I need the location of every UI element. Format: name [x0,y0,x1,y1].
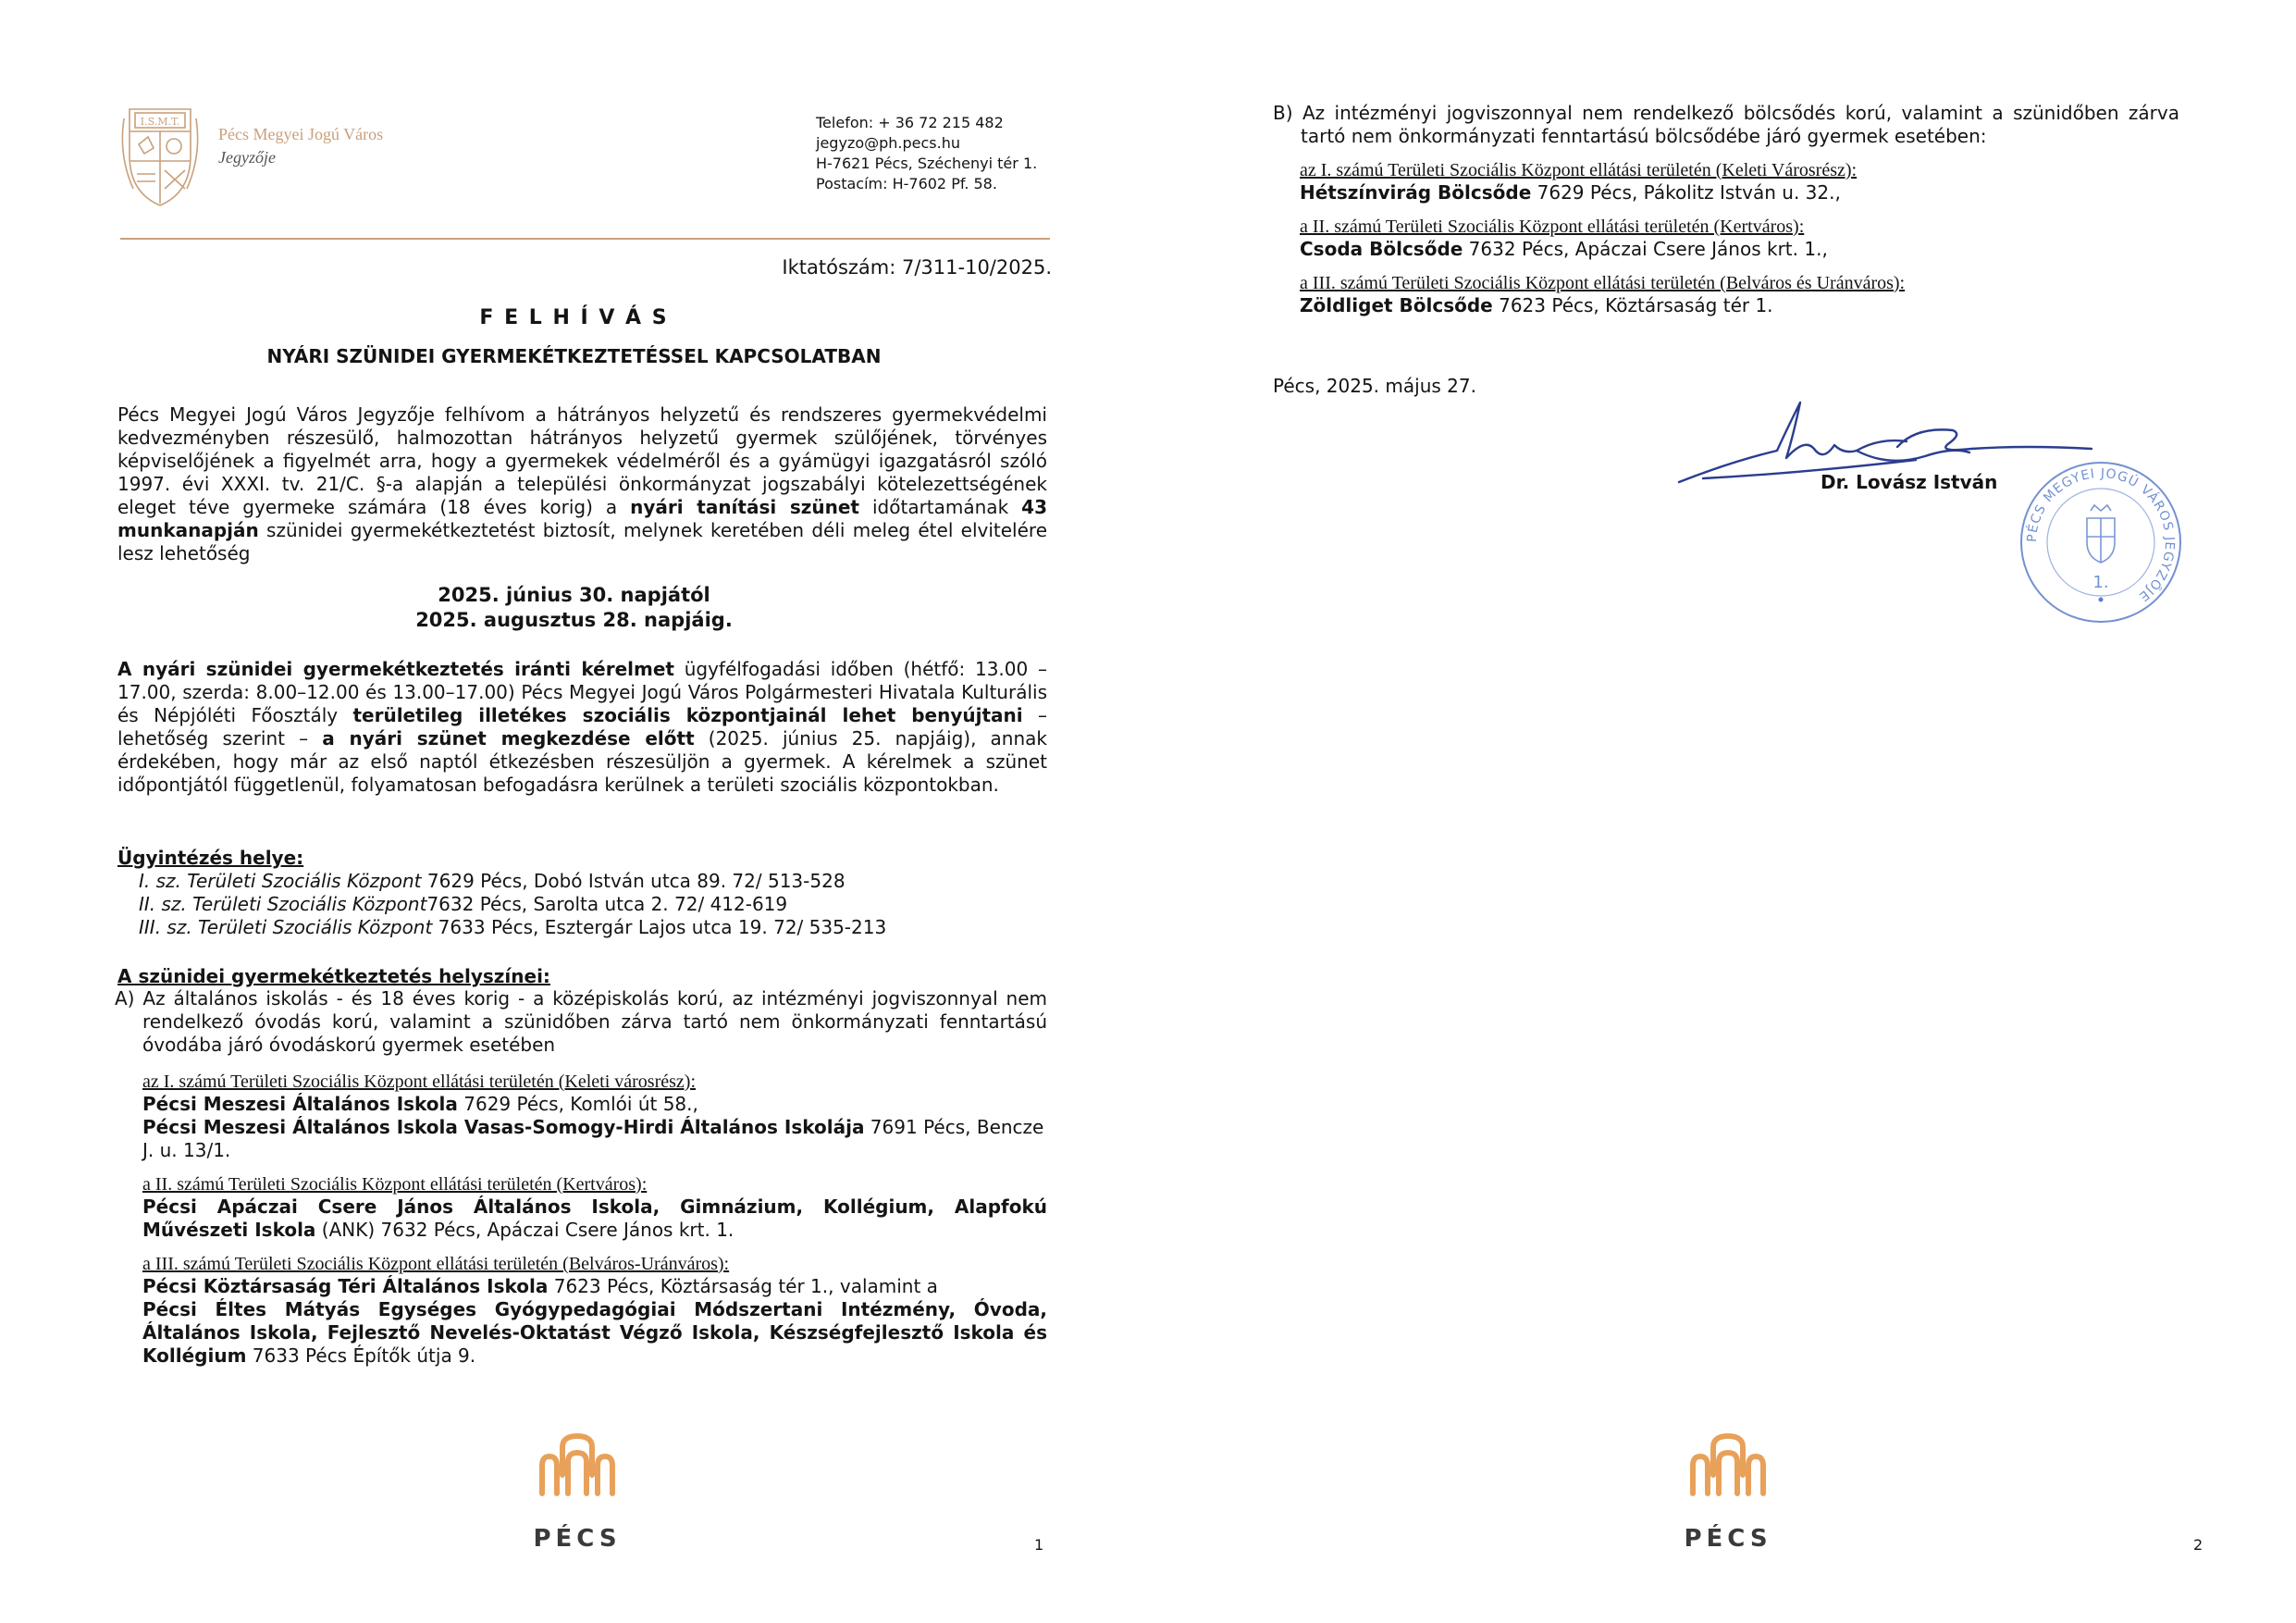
postal-address: Postacím: H-7602 Pf. 58. [816,175,997,192]
locations-b-group-1 [1300,159,2179,204]
location-line: Pécsi Meszesi Általános Iskola 7629 Pécs, Komlói út 58., [142,1093,698,1115]
venue-item: I. sz. Területi Szociális Központ 7629 Pécs, Dobó István utca 89. 72/ 513-528 [139,870,846,892]
stamp-number: 1. [2092,573,2109,592]
location-line: Pécsi Köztársaság Téri Általános Iskola 7623 Pécs, Köztársaság tér 1., valamint a [142,1275,938,1297]
area-heading: a III. számú Területi Szociális Központ ellátási területén (Belváros-Uránváros): [142,1254,730,1274]
document-subtitle: NYÁRI SZÜNIDEI GYERMEKÉTKEZTETÉSSEL KAPCSOLATBAN [266,345,882,367]
area-heading: a II. számú Területi Szociális Központ ellátási területén (Kertváros): [1300,217,1805,237]
svg-text:I.S.M.T.: I.S.M.T. [140,116,180,128]
area-heading: a II. számú Területi Szociális Központ ellátási területén (Kertváros): [142,1174,648,1195]
date-from: 2025. június 30. napjától [438,584,710,606]
pecs-logo-word: PÉCS [1684,1525,1772,1553]
official-stamp-icon [2017,444,2185,650]
page-number: 2 [2193,1536,2203,1554]
location-line: Pécsi Éltes Mátyás Egységes Gyógypedagógiai Módszertani Intézmény, Óvoda, Általános Iskola, Fejlesztő Nevelés-Oktatást Végző Iskola, Készségfejlesztő Iskola és Kollégium 7633 Pécs Építők útja 9. [142,1298,1047,1367]
locations-heading: A szünidei gyermekétkeztetés helyszínei: [117,965,550,987]
locations-b-group-3 [1300,272,2179,317]
signer-name: Dr. Lovász István [1821,471,1998,493]
location-line: Hétszínvirág Bölcsőde 7629 Pécs, Pákolitz István u. 32., [1300,181,1841,204]
place-date: Pécs, 2025. május 27. [1273,375,1476,397]
phone: Telefon: + 36 72 215 482 [816,114,1004,131]
location-line: Csoda Bölcsőde 7632 Pécs, Apáczai Csere János krt. 1., [1300,238,1828,260]
area-heading: a III. számú Területi Szociális Központ ellátási területén (Belváros és Uránváros): [1300,273,1906,293]
area-heading: az I. számú Területi Szociális Központ ellátási területén (Keleti Városrész): [1300,160,1858,180]
file-number: Iktatószám: 7/311-10/2025. [782,256,1052,279]
pecs-logo-icon [531,1425,623,1518]
date-range [0,583,1148,633]
locations-a-group-3 [142,1253,1047,1368]
intro-paragraph: Pécs Megyei Jogú Város Jegyzője felhívom a hátrányos helyzetű és rendszeres gyermekvédelmi kedvezményben részesülő, halmozottan hátrányos helyzetű gyermek szülőjének, törvényes képviselőjének a figyelmét arra, hogy a gyermekek védelméről és a gyámügyi igazgatásról szóló 1997. évi XXXI. tv. 21/C. §-a alapján a települési önkormányzat jogszabályi kötelezettségének eleget téve gyermeke számára (18 éves korig) a nyári tanítási szünet időtartamának 43 munkanapján szünidei gyermekétkeztetést biztosít, melynek keretében déli meleg étel elvitelére lesz lehetőség [117,403,1047,564]
address: H-7621 Pécs, Széchenyi tér 1. [816,155,1038,172]
locations-a-group-1 [142,1071,1047,1162]
contact-block [816,113,1037,194]
stamp-ring-text: PÉCS MEGYEI JOGÚ VÁROS JEGYZŐJE [2024,465,2178,605]
application-paragraph: A nyári szünidei gyermekétkeztetés iránti kérelmet ügyfélfogadási időben (hétfő: 13.00 – 17.00, szerda: 8.00–12.00 és 13.00–17.00) Pécs Megyei Jogú Város Polgármesteri Hivatala Kulturális és Népjóléti Főosztály területileg illetékes szociális központjainál lehet benyújtani – lehetőség szerint – a nyári szünet megkezdése előtt (2025. június 25. napjáig), annak érdekében, hogy már az első naptól étkezésben részesüljön a gyermek. A kérelmek a szünet időpontjától függetlenül, folyamatosan befogadásra kerülnek a területi szociális központokban. [117,658,1047,796]
date-to: 2025. augusztus 28. napjáig. [415,609,733,631]
locations-b-group-2 [1300,216,2179,261]
pecs-logo-word: PÉCS [533,1525,622,1553]
org-sub: Jegyzője [218,148,276,167]
org-name: Pécs Megyei Jogú Város [218,125,384,143]
venue-item: III. sz. Területi Szociális Központ 7633 Pécs, Esztergár Lajos utca 19. 72/ 535-213 [139,916,887,938]
document-title: F E L H Í V Á S [479,306,669,329]
area-heading: az I. számú Területi Szociális Központ ellátási területén (Keleti városrész): [142,1072,696,1092]
pecs-logo-icon [1682,1425,1774,1518]
email: jegyzo@ph.pecs.hu [816,134,960,152]
venues-heading: Ügyintézés helye: [117,847,304,869]
location-line: Zöldliget Bölcsőde 7623 Pécs, Köztársaság tér 1. [1300,294,1773,316]
locations-a-group-2 [142,1173,1047,1242]
location-line: Pécsi Apáczai Csere János Általános Iskola, Gimnázium, Kollégium, Alapfokú Művészeti Iskola (ANK) 7632 Pécs, Apáczai Csere János krt. 1. [142,1196,1047,1241]
venues-list [139,870,886,939]
locations-b-intro: B) Az intézményi jogviszonnyal nem rendelkező bölcsődés korú, valamint a szünidőben zárva tartó nem önkormányzati fenntartású bölcsődébe járó gyermek esetében: [1273,102,2179,147]
location-line: Pécsi Meszesi Általános Iskola Vasas-Somogy-Hirdi Általános Iskolája 7691 Pécs, Bencze J. u. 13/1. [142,1116,1044,1161]
locations-a-intro: A) Az általános iskolás - és 18 éves korig - a középiskolás korú, az intézményi jogviszonnyal nem rendelkező óvodás korú, valamint a szünidőben zárva tartó nem önkormányzati fenntartású óvodába járó óvodáskorú gyermek esetében [115,987,1047,1056]
header-divider [120,238,1050,240]
coat-of-arms-icon [120,100,200,209]
page-number: 1 [1034,1536,1044,1554]
venue-item: II. sz. Területi Szociális Központ7632 Pécs, Sarolta utca 2. 72/ 412-619 [139,893,788,915]
page-2 [1148,0,2296,1623]
